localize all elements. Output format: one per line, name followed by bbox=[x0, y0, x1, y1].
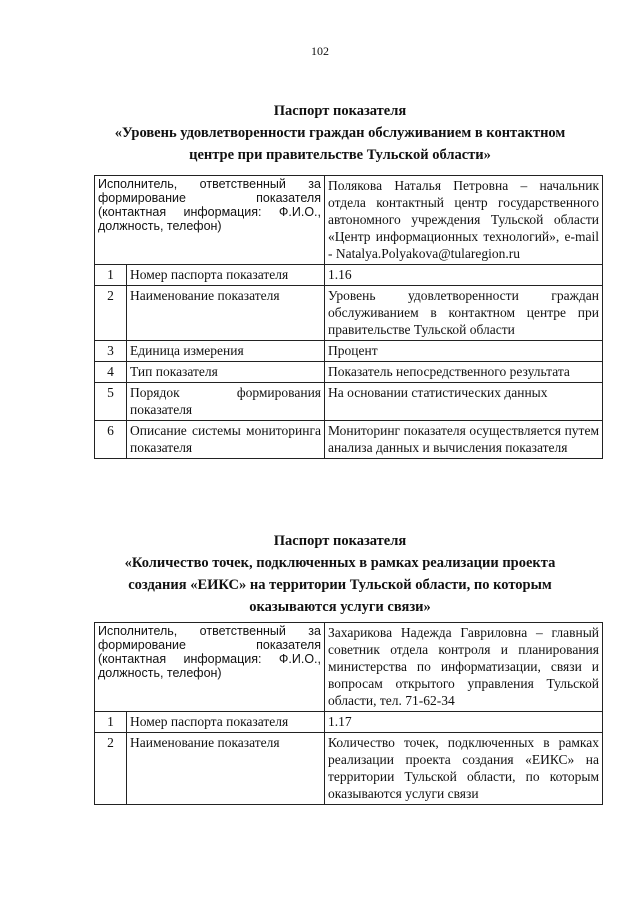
row-label: Номер паспорта показателя bbox=[127, 265, 325, 286]
passport-2-title-line: «Количество точек, подключенных в рамках реализации проекта bbox=[124, 555, 556, 571]
passport-1-heading: Паспорт показателя bbox=[273, 103, 407, 119]
table-row bbox=[95, 733, 603, 805]
row-label: Наименование показателя bbox=[127, 733, 325, 805]
row-label: Наименование показателя bbox=[127, 286, 325, 341]
table-row bbox=[95, 265, 603, 286]
executor-label: Исполнитель, ответственный за формирование показателя (контактная информация: Ф.И.О., должность, телефон) bbox=[95, 176, 325, 265]
passport-1-title-line: центре при правительстве Тульской области» bbox=[189, 147, 491, 163]
passport-2-title bbox=[80, 530, 600, 618]
table-row bbox=[95, 421, 603, 459]
table-row bbox=[95, 623, 603, 712]
table-row bbox=[95, 712, 603, 733]
passport-2-table bbox=[94, 622, 603, 805]
row-value: 1.17 bbox=[325, 712, 603, 733]
table-row bbox=[95, 362, 603, 383]
table-row bbox=[95, 383, 603, 421]
row-number: 1 bbox=[95, 712, 127, 733]
table-row bbox=[95, 286, 603, 341]
row-value: Уровень удовлетворенности граждан обслуживанием в контактном центре при правительстве Тульской области bbox=[325, 286, 603, 341]
row-number: 2 bbox=[95, 733, 127, 805]
executor-value: Полякова Наталья Петровна – начальник отдела контактный центр государственного автономного учреждения Тульской области «Центр информационных технологий», e-mail - Natalya.Polyakova@tularegion.ru bbox=[325, 176, 603, 265]
row-value: Мониторинг показателя осуществляется путем анализа данных и вычисления показателя bbox=[325, 421, 603, 459]
table-row bbox=[95, 176, 603, 265]
page-number: 102 bbox=[311, 44, 329, 58]
row-number: 5 bbox=[95, 383, 127, 421]
row-value: Процент bbox=[325, 341, 603, 362]
executor-value: Захарикова Надежда Гавриловна – главный советник отдела контроля и планирования министерства по информатизации, связи и вопросам открытого управления Тульской области, тел. 71-62-34 bbox=[325, 623, 603, 712]
executor-label: Исполнитель, ответственный за формирование показателя (контактная информация: Ф.И.О., должность, телефон) bbox=[95, 623, 325, 712]
row-value: Показатель непосредственного результата bbox=[325, 362, 603, 383]
passport-2-title-line: оказываются услуги связи» bbox=[249, 599, 431, 615]
passport-1-title bbox=[80, 100, 600, 166]
row-label: Единица измерения bbox=[127, 341, 325, 362]
row-number: 4 bbox=[95, 362, 127, 383]
row-number: 1 bbox=[95, 265, 127, 286]
passport-2-title-line: создания «ЕИКС» на территории Тульской области, по которым bbox=[128, 577, 552, 593]
row-value: На основании статистических данных bbox=[325, 383, 603, 421]
passport-1-title-line: «Уровень удовлетворенности граждан обслуживанием в контактном bbox=[114, 125, 566, 141]
row-number: 2 bbox=[95, 286, 127, 341]
row-label: Номер паспорта показателя bbox=[127, 712, 325, 733]
row-label: Порядок формирования показателя bbox=[127, 383, 325, 421]
row-label: Описание системы мониторинга показателя bbox=[127, 421, 325, 459]
row-value: 1.16 bbox=[325, 265, 603, 286]
row-value: Количество точек, подключенных в рамках реализации проекта создания «ЕИКС» на территории Тульской области, по которым оказываются услуги связи bbox=[325, 733, 603, 805]
row-label: Тип показателя bbox=[127, 362, 325, 383]
passport-1-table bbox=[94, 175, 603, 459]
row-number: 3 bbox=[95, 341, 127, 362]
row-number: 6 bbox=[95, 421, 127, 459]
table-row bbox=[95, 341, 603, 362]
passport-2-heading: Паспорт показателя bbox=[273, 533, 407, 549]
